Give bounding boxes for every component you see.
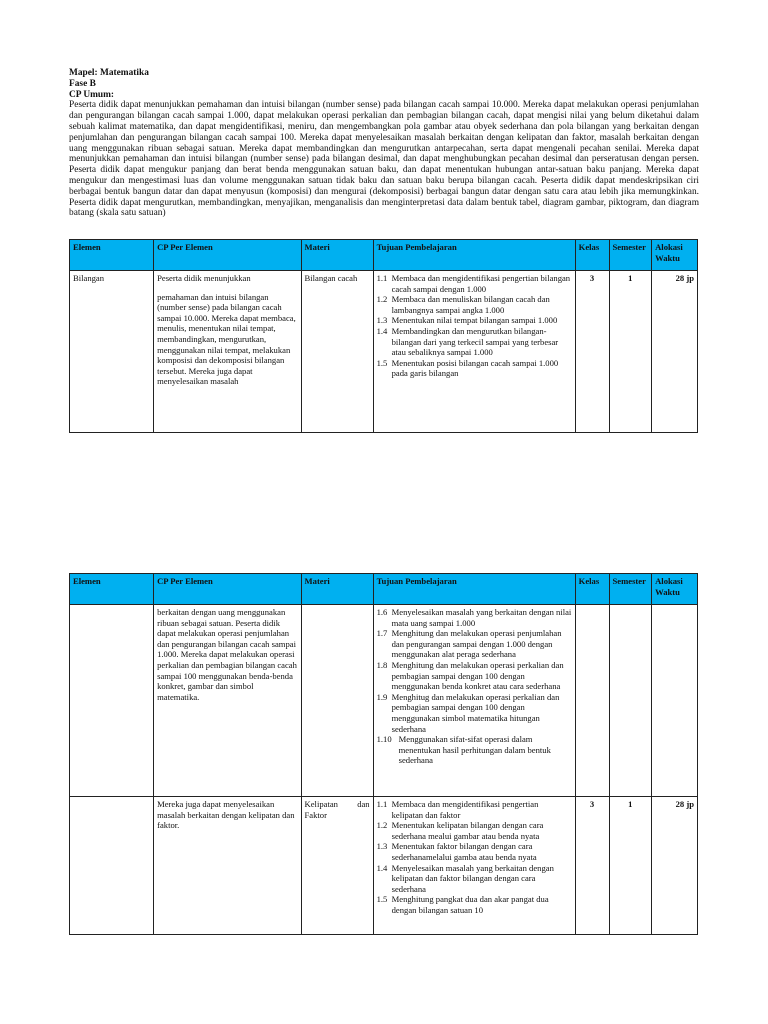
col-header-kelas: Kelas bbox=[575, 240, 609, 271]
mapel-line: Mapel: Matematika bbox=[69, 68, 149, 78]
cp-text-first: Peserta didik menunjukkan bbox=[157, 273, 251, 283]
materi-line-1: Kelipatan dan bbox=[304, 799, 370, 809]
tujuan-pembelajaran-cell bbox=[373, 797, 575, 935]
col-header-elemen: Elemen bbox=[70, 574, 154, 605]
table-row bbox=[70, 797, 698, 935]
kelas-cell: 3 bbox=[575, 271, 609, 433]
tujuan-pembelajaran-cell bbox=[373, 605, 575, 797]
elemen-cell bbox=[70, 797, 154, 935]
semester-cell bbox=[609, 605, 652, 797]
table-row bbox=[70, 271, 698, 433]
col-header-semester: Semester bbox=[609, 240, 652, 271]
document-header bbox=[69, 68, 699, 219]
list-item: 1.8 Menghitung dan melakukan operasi perkalian dan pembagian sampai dengan 100 dengan menggunakan benda konkret atau cara sederhana bbox=[376, 659, 564, 692]
cp-text: berkaitan dengan uang menggunakan ribuan sebagai satuan. Peserta didik dapat melakukan operasi penjumlahan dan pengurangan bilangan cacah sampai 1.000. Mereka dapat melakukan operasi perkalian dan pembagian bilangan cacah sampai 100 menggunakan benda-benda konkret, gambar dan simbol matematika. bbox=[157, 607, 297, 702]
curriculum-table-1 bbox=[69, 239, 698, 433]
materi-cell bbox=[301, 605, 373, 797]
list-item: 1.2 Membaca dan menuliskan bilangan cacah dan lambangnya sampai angka 1.000 bbox=[376, 294, 550, 315]
kelas-cell: 3 bbox=[575, 797, 609, 935]
col-header-materi: Materi bbox=[301, 240, 373, 271]
list-item: 1.5 Menghitung pangkat dua dan akar pangat dua dengan bilangan satuan 10 bbox=[376, 894, 549, 915]
cp-per-elemen-cell bbox=[154, 797, 301, 935]
alokasi-waktu-cell: 28 jp bbox=[652, 271, 698, 433]
cp-per-elemen-cell bbox=[154, 605, 301, 797]
tp-list bbox=[377, 607, 572, 766]
list-item: 1.2 Menentukan kelipatan bilangan dengan cara sederhana mealui gambar atau benda nyata bbox=[376, 820, 544, 841]
tujuan-pembelajaran-cell bbox=[373, 271, 575, 433]
fase-line: Fase B bbox=[69, 78, 96, 89]
semester-cell: 1 bbox=[609, 797, 652, 935]
cp-per-elemen-cell bbox=[154, 271, 301, 433]
col-header-cp-per-elemen: CP Per Elemen bbox=[154, 240, 301, 271]
list-item: 1.10 Menggunakan sifat-sifat operasi dalam menentukan hasil perhitungan dalam bentuk sederhana bbox=[376, 734, 551, 766]
col-header-elemen: Elemen bbox=[70, 240, 154, 271]
kelas-cell bbox=[575, 605, 609, 797]
list-item: 1.3 Menentukan faktor bilangan dengan cara sederhanamelalui gamba atau benda nyata bbox=[376, 841, 537, 862]
col-header-tujuan-pembelajaran: Tujuan Pembelajaran bbox=[373, 574, 575, 605]
col-header-alokasi-waktu: Alokasi Waktu bbox=[652, 240, 698, 271]
cp-text: Mereka juga dapat menyelesaikan masalah berkaitan dengan kelipatan dan faktor. bbox=[157, 799, 295, 831]
table-header-row bbox=[70, 240, 698, 271]
list-item: 1.7 Menghitung dan melakukan operasi penjumlahan dan pengurangan sampai dengan 1.000 dengan menggunakan alat peraga sederhana bbox=[376, 628, 562, 660]
list-item: 1.5 Menentukan posisi bilangan cacah sampai 1.000 pada garis bilangan bbox=[376, 357, 559, 379]
list-item: 1.6 Menyelesaikan masalah yang berkaitan dengan nilai mata uang sampai 1.000 bbox=[376, 607, 572, 628]
materi-text: Bilangan cacah bbox=[304, 273, 358, 283]
tp-list bbox=[377, 273, 572, 379]
alokasi-waktu-cell bbox=[652, 605, 698, 797]
col-header-materi: Materi bbox=[301, 574, 373, 605]
materi-line-2: Faktor bbox=[304, 809, 327, 820]
list-item: 1.4 Menyelesaikan masalah yang berkaitan dengan kelipatan dan faktor bilangan dengan cara sederhana bbox=[376, 862, 554, 894]
list-item: 1.3 Menentukan nilai tempat bilangan sampai 1.000 bbox=[376, 315, 558, 326]
list-item: 1.4 Membandingkan dan mengurutkan bilangan-bilangan dari yang terkecil sampai yang terbesar atau sebaliknya sampai 1.000 bbox=[376, 325, 559, 358]
list-item: 1.9 Menghitug dan melakukan operasi perkalian dan pembagian sampai dengan 100 dengan menggunakan simbol matematika hitungan sederhana bbox=[376, 691, 560, 734]
list-item: 1.1 Membaca dan mengidentifikasi pengertian kelipatan dan faktor bbox=[376, 799, 539, 820]
col-header-semester: Semester bbox=[609, 574, 652, 605]
col-header-tujuan-pembelajaran: Tujuan Pembelajaran bbox=[373, 240, 575, 271]
elemen-cell: Bilangan bbox=[70, 271, 154, 433]
alokasi-waktu-cell: 28 jp bbox=[652, 797, 698, 935]
cp-text-rest: pemahaman dan intuisi bilangan (number sense) pada bilangan cacah sampai 10.000. Mereka dapat membaca, menulis, menentukan nilai tempat, membandingkan, mengurutkan, menggunakan nilai tempat, melakukan komposisi dan dekomposisi bilangan tersebut. Mereka juga dapat menyelesaikan masalah bbox=[157, 291, 296, 387]
cp-umum-label: CP Umum: bbox=[69, 89, 115, 100]
curriculum-table-2 bbox=[69, 573, 698, 935]
materi-cell bbox=[301, 271, 373, 433]
semester-cell: 1 bbox=[609, 271, 652, 433]
col-header-alokasi-waktu: Alokasi Waktu bbox=[652, 574, 698, 605]
col-header-cp-per-elemen: CP Per Elemen bbox=[154, 574, 301, 605]
col-header-kelas: Kelas bbox=[575, 574, 609, 605]
elemen-cell bbox=[70, 605, 154, 797]
list-item: 1.1 Membaca dan mengidentifikasi pengertian bilangan cacah sampai dengan 1.000 bbox=[376, 273, 571, 294]
cp-umum-paragraph: Peserta didik dapat menunjukkan pemahaman dan intuisi bilangan (number sense) pada bilangan cacah sampai 10.000. Mereka dapat melakukan operasi penjumlahan dan pengurangan bilangan cacah sampai 1.000, dapat melakukan operasi perkalian dan pembagian bilangan cacah, dapat mengisi nilai yang belum diketahui dalam sebuah kalimat matematika, dan dapat mengidentifikasi, meniru, dan mengembangkan pola gambar atau obyek sederhana dan pola bilangan yang berkaitan dengan penjumlahan dan pengurangan bilangan cacah sampai 100. Mereka dapat menyelesaikan masalah berkaitan dengan kelipatan dan faktor, masalah berkaitan dengan uang menggunakan ribuan sebagai satuan. Mereka dapat membandingkan dan mengurutkan antarpecahan, serta dapat mengenali pecahan senilai. Mereka dapat menunjukkan pemahaman dan intuisi bilangan (number sense) pada bilangan desimal, dan dapat menghubungkan pecahan desimal dan perseratusan dengan persen. Peserta didik dapat mengukur panjang dan berat benda menggunakan satuan baku, dan dapat menentukan hubungan antar-satuan baku panjang. Mereka dapat mengukur dan mengestimasi luas dan volume menggunakan satuan tidak baku dan satuan baku berupa bilangan cacah. Peserta didik dapat mendeskripsikan ciri berbagai bentuk bangun datar dan dapat menyusun (komposisi) dan mengurai (dekomposisi) berbagai bangun datar dengan satu cara atau lebih jika memungkinkan. Peserta didik dapat mengurutkan, membandingkan, menyajikan, menganalisis dan menginterpretasi data dalam bentuk tabel, diagram gambar, piktogram, dan diagram batang (skala satu satuan) bbox=[69, 100, 699, 219]
table-row bbox=[70, 605, 698, 797]
table-header-row bbox=[70, 574, 698, 605]
materi-cell bbox=[301, 797, 373, 935]
tp-list bbox=[377, 799, 572, 916]
